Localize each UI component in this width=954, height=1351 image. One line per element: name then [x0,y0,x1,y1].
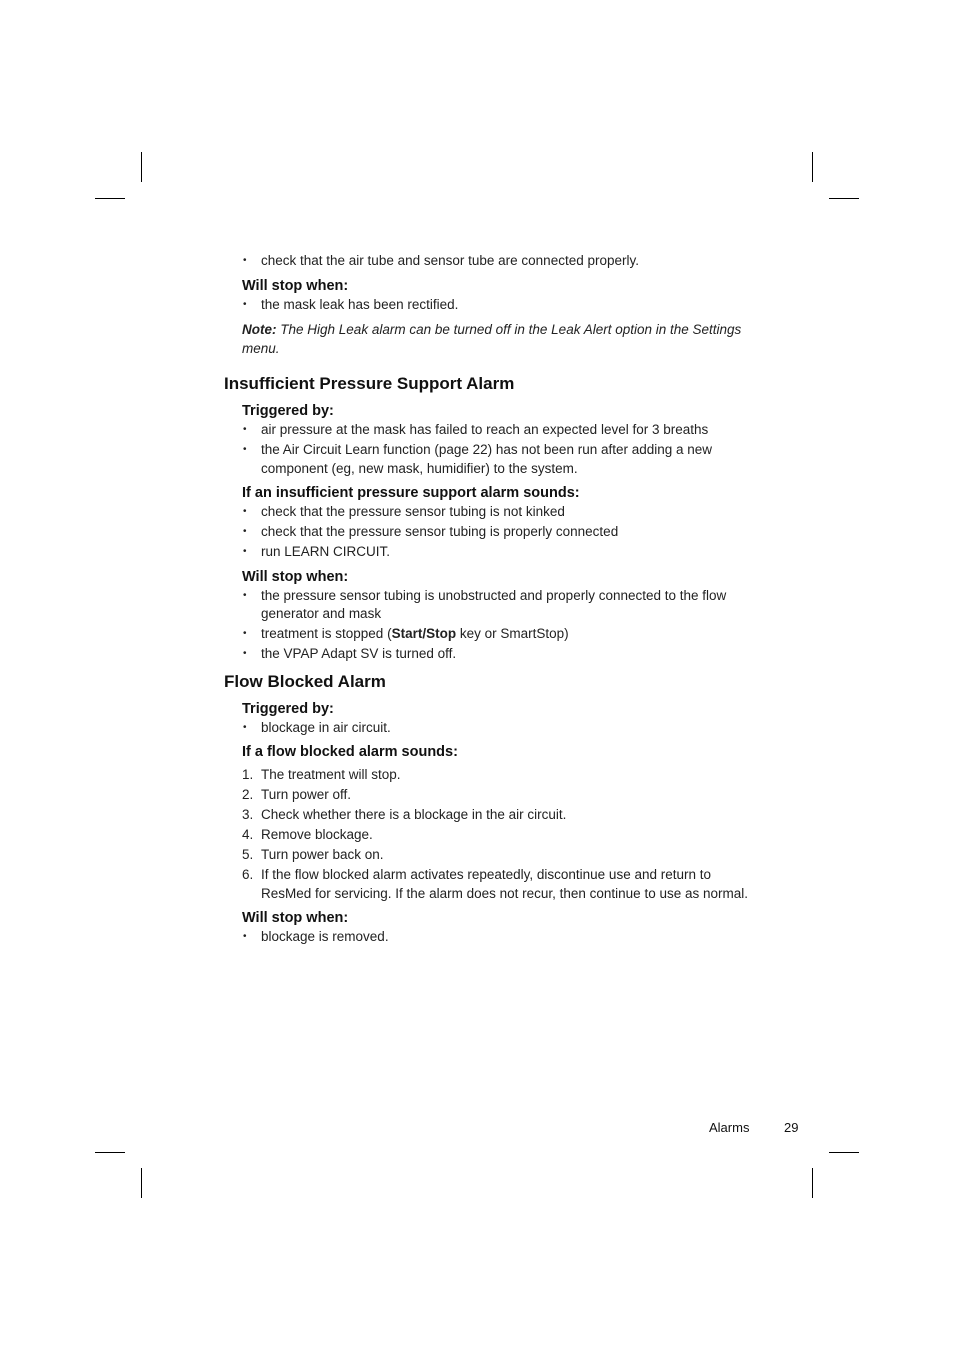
bullet-list [242,296,764,315]
page-number: 29 [784,1120,799,1135]
will-stop-heading: Will stop when: [242,910,349,926]
list-item: 4. Remove blockage. [242,827,373,842]
if-alarm-sounds-heading: If a flow blocked alarm sounds: [242,744,458,760]
list-item: 2. Turn power off. [242,787,352,802]
list-item: • run LEARN CIRCUIT. [243,544,391,559]
list-item: 6. If the flow blocked alarm activates repeatedly, discontinue use and return to ResMed for servicing. If the alarm does not recur, then continue to use as normal. [242,867,748,901]
if-alarm-sounds-heading: If an insufficient pressure support alarm sounds: [242,485,580,501]
crop-mark [141,1168,142,1198]
list-item: 3. Check whether there is a blockage in the air circuit. [242,807,567,822]
section-title: Insufficient Pressure Support Alarm [224,374,515,393]
crop-mark [812,152,813,182]
list-item: 1. The treatment will stop. [242,767,401,782]
bullet-list [242,421,764,478]
list-item: • blockage is removed. [243,929,389,944]
list-item: • air pressure at the mask has failed to reach an expected level for 3 breaths [243,422,709,437]
crop-mark [95,198,125,199]
list-item: • check that the pressure sensor tubing is not kinked [243,504,565,519]
crop-mark [141,152,142,182]
list-item: • treatment is stopped (Start/Stop key or SmartStop) [243,626,569,641]
triggered-by-heading: Triggered by: [242,403,334,419]
start-stop-key-label: Start/Stop [391,626,457,641]
will-stop-heading: Will stop when: [242,568,349,585]
bullet-list [242,252,764,271]
crop-mark [829,1152,859,1153]
note-label: Note: [242,322,277,337]
will-stop-heading: Will stop when: [242,277,349,294]
note [242,320,764,358]
list-item: • check that the pressure sensor tubing is properly connected [243,524,619,539]
list-item: • the pressure sensor tubing is unobstructed and properly connected to the flow generator and mask [243,587,727,621]
list-item: • check that the air tube and sensor tube are connected properly. [243,253,639,268]
triggered-by-heading: Triggered by: [242,700,334,717]
list-item: • the Air Circuit Learn function (page 22) has not been run after adding a new component (eg, new mask, humidifier) to the system. [243,442,713,476]
bullet-list [242,928,764,947]
bullet-list [242,587,764,664]
crop-mark [829,198,859,199]
note-text: The High Leak alarm can be turned off in the Leak Alert option in the Settings menu. [242,322,742,356]
crop-mark [95,1152,125,1153]
list-item: • the VPAP Adapt SV is turned off. [243,646,457,661]
crop-mark [812,1168,813,1198]
footer-section-name: Alarms [709,1120,750,1135]
list-item: • the mask leak has been rectified. [243,296,459,312]
numbered-list [242,766,764,903]
page-content [224,252,764,948]
list-item: 5. Turn power back on. [242,847,384,862]
bullet-list [242,719,764,738]
list-item: • blockage in air circuit. [243,719,391,735]
section-title: Flow Blocked Alarm [224,671,386,691]
bullet-list [242,503,764,562]
